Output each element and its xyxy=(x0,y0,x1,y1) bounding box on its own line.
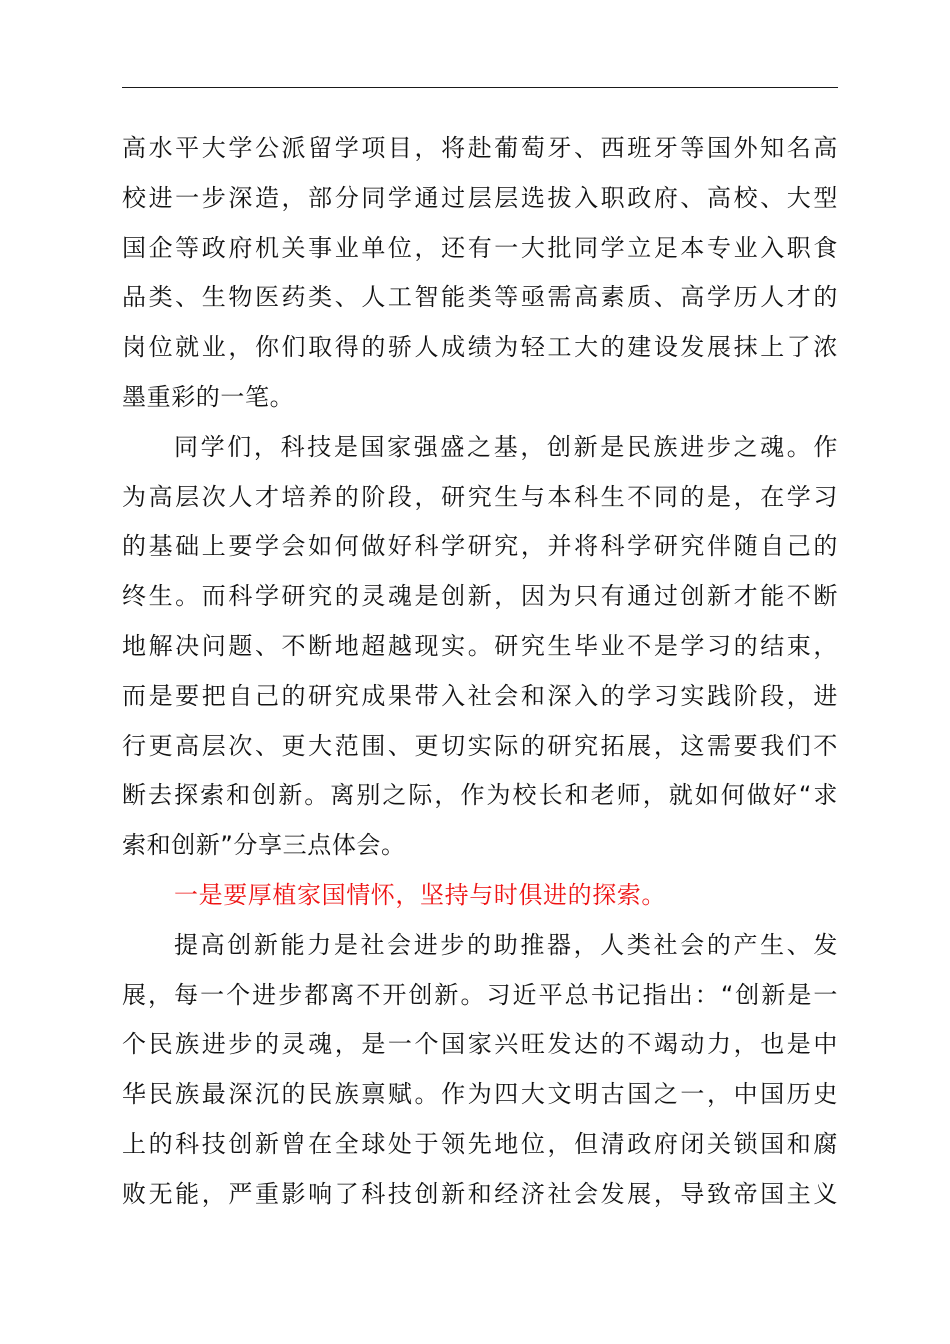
text-line: 提高创新能力是社会进步的助推器，人类社会的产生、发 xyxy=(174,930,838,959)
text-line: 品类、生物医药类、人工智能类等亟需高素质、高学历人才的 xyxy=(122,283,838,312)
text-line: 个民族进步的灵魂，是一个国家兴旺发达的不竭动力，也是中 xyxy=(122,1030,838,1059)
text-line: 国企等政府机关事业单位，还有一大批同学立足本专业入职食 xyxy=(122,233,838,262)
document-body xyxy=(122,124,838,1220)
text-line: 华民族最深沉的民族禀赋。作为四大文明古国之一，中国历史 xyxy=(122,1080,838,1109)
text-line: 为高层次人才培养的阶段，研究生与本科生不同的是，在学习 xyxy=(122,482,838,511)
text-line: 而是要把自己的研究成果带入社会和深入的学习实践阶段，进 xyxy=(122,681,838,710)
text-line: 的基础上要学会如何做好科学研究，并将科学研究伴随自己的 xyxy=(122,532,838,561)
text-line: 断去探索和创新。离别之际，作为校长和老师，就如何做好“求 xyxy=(122,781,838,810)
paragraph-achievements xyxy=(122,124,838,423)
text-line: 败无能，严重影响了科技创新和经济社会发展，导致帝国主义 xyxy=(122,1179,838,1208)
text-line: 同学们，科技是国家强盛之基，创新是民族进步之魂。作 xyxy=(174,432,838,461)
text-line: 墨重彩的一笔。 xyxy=(122,382,295,411)
section-heading-1 xyxy=(122,871,838,921)
text-line: 终生。而科学研究的灵魂是创新，因为只有通过创新才能不断 xyxy=(122,582,838,611)
text-line: 地解决问题、不断地超越现实。研究生毕业不是学习的结束， xyxy=(122,631,838,660)
text-line: 高水平大学公派留学项目，将赴葡萄牙、西班牙等国外知名高 xyxy=(122,134,838,162)
text-line: 索和创新”分享三点体会。 xyxy=(122,831,406,860)
text-line: 岗位就业，你们取得的骄人成绩为轻工大的建设发展抹上了浓 xyxy=(122,333,838,362)
text-line: 展，每一个进步都离不开创新。习近平总书记指出：“创新是一 xyxy=(122,980,838,1009)
paragraph-history xyxy=(122,921,838,1220)
heading-text: 一是要厚植家国情怀，坚持与时俱进的探索。 xyxy=(174,880,666,909)
paragraph-innovation xyxy=(122,423,838,871)
header-rule xyxy=(122,87,838,88)
text-line: 行更高层次、更大范围、更切实际的研究拓展，这需要我们不 xyxy=(122,731,838,760)
text-line: 校进一步深造，部分同学通过层层选拔入职政府、高校、大型 xyxy=(122,183,838,212)
text-line: 上的科技创新曾在全球处于领先地位，但清政府闭关锁国和腐 xyxy=(122,1129,838,1158)
